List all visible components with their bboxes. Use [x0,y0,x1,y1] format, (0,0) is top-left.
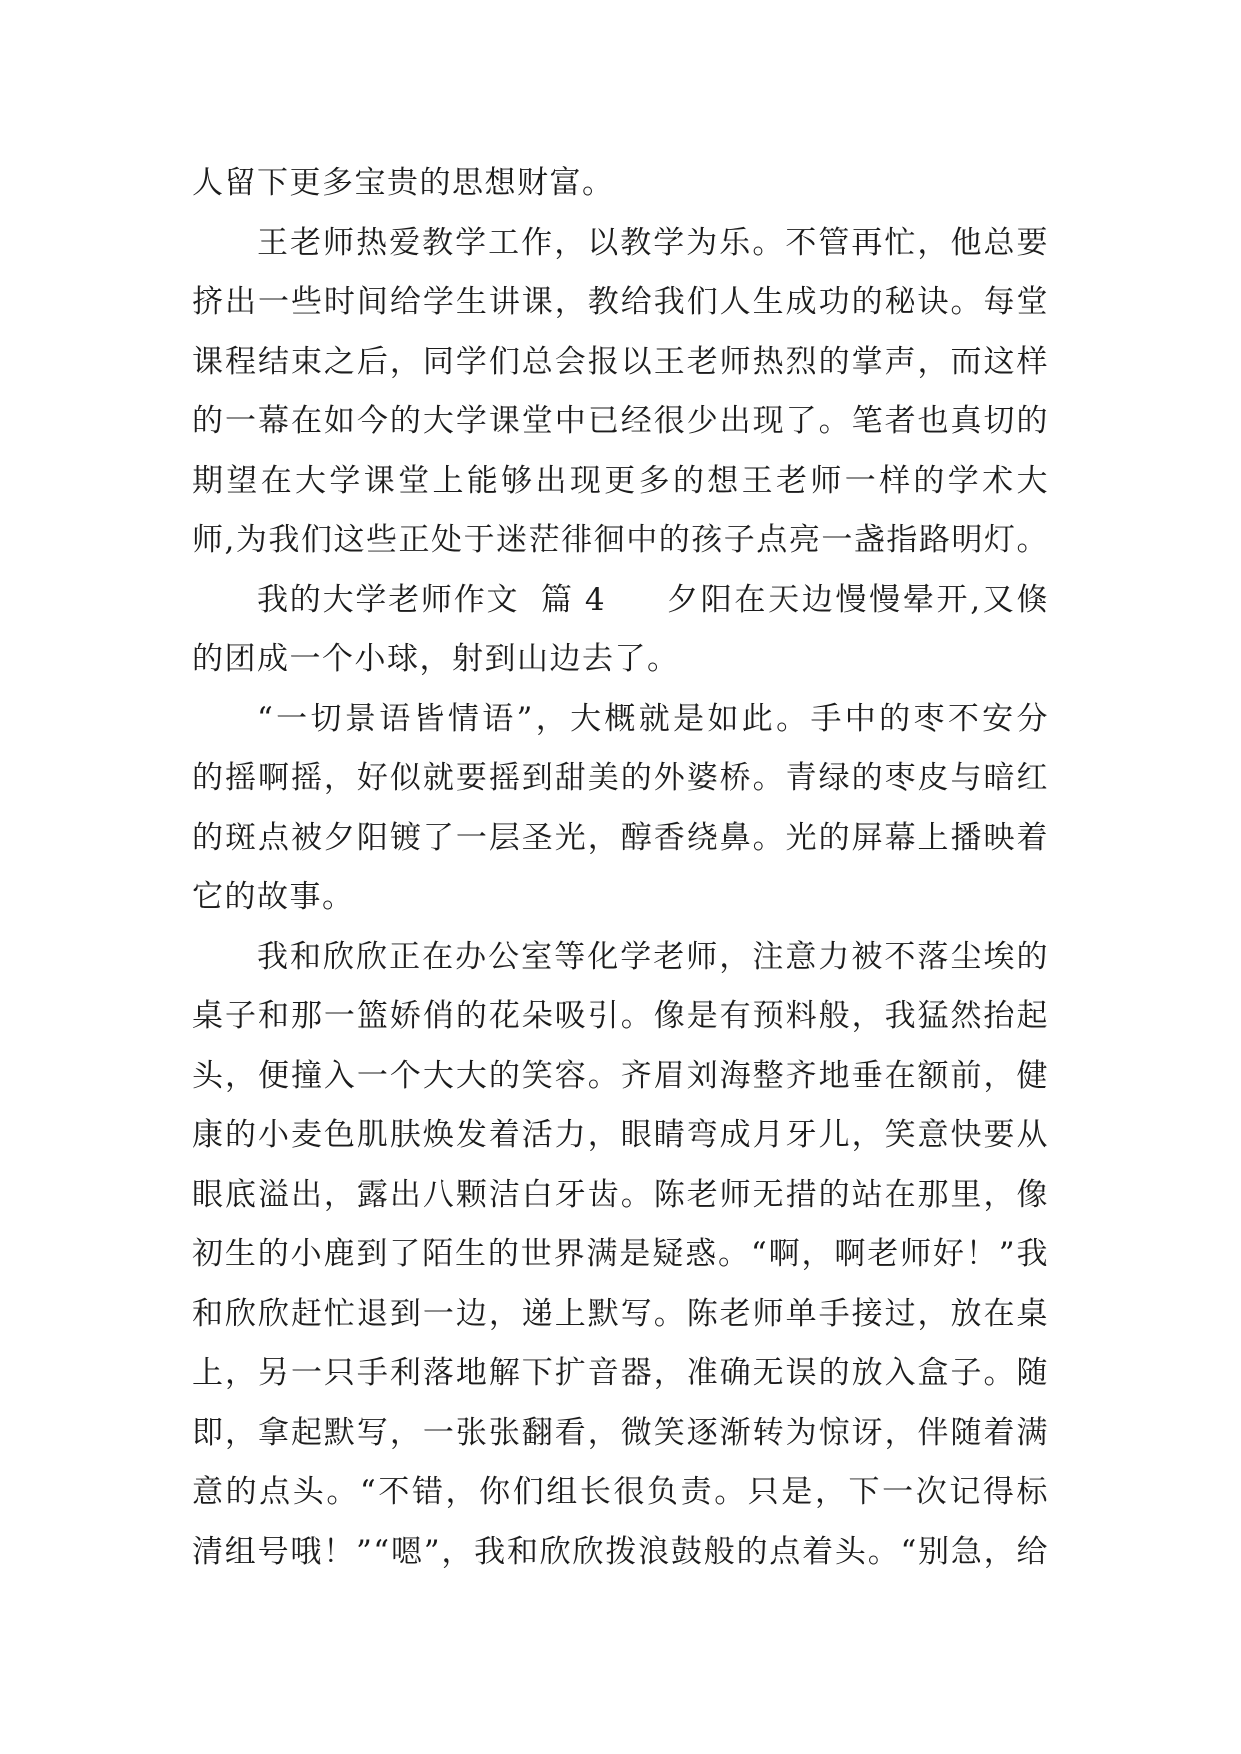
essay-section [192,571,1049,690]
text-line: 桌子和那一篮娇俏的花朵吸引。像是有预料般，我猛然抬起 [192,998,1049,1034]
text-line: 课程结束之后，同学们总会报以王老师热烈的掌声，而这样 [192,343,1049,380]
text-line: 师,为我们这些正处于迷茫徘徊中的孩子点亮一盏指路明灯。 [192,522,1049,558]
text-line: 清组号哦！”“嗯”，我和欣欣拨浪鼓般的点着头。“别急，给 [192,1533,1049,1570]
text-line: 上，另一只手利落地解下扩音器，准确无误的放入盒子。随 [192,1355,1049,1391]
text-line: 即，拿起默写，一张张翻看，微笑逐渐转为惊讶，伴随着满 [192,1414,1049,1451]
text-line: 的一幕在如今的大学课堂中已经很少出现了。笔者也真切的 [192,403,1049,439]
text-line: 期望在大学课堂上能够出现更多的想王老师一样的学术大 [192,462,1049,499]
text-line: 意的点头。“不错，你们组长很负责。只是，下一次记得标 [192,1474,1049,1510]
paragraph-continued [192,154,1049,214]
paragraph-dates [192,690,1049,928]
text-line: 眼底溢出，露出八颗洁白牙齿。陈老师无措的站在那里，像 [192,1176,1049,1213]
document-body [192,154,1049,1582]
text-line: 康的小麦色肌肤焕发着活力，眼睛弯成月牙儿，笑意快要从 [192,1117,1049,1153]
essay-section-number: 篇 4 [541,581,607,618]
text-line: 初生的小鹿到了陌生的世界满是疑惑。“啊，啊老师好！”我 [192,1236,1049,1272]
text-line: “一切景语皆情语”，大概就是如此。手中的枣不安分 [257,700,1049,737]
essay-title: 我的大学老师作文 [257,581,519,618]
text-line: 和欣欣赶忙退到一边，递上默写。陈老师单手接过，放在桌 [192,1295,1049,1332]
paragraph-teacher-chen [192,928,1049,1583]
text-line: 挤出一些时间给学生讲课，教给我们人生成功的秘诀。每堂 [192,284,1049,320]
text-line: 它的故事。 [192,879,355,915]
text-line: 夕阳在天边慢慢晕开,又倏 [667,581,1049,618]
essay-heading-line [192,571,1049,631]
text-line: 的斑点被夕阳镀了一层圣光，醇香绕鼻。光的屏幕上播映着 [192,819,1049,856]
text-line: 的摇啊摇，好似就要摇到甜美的外婆桥。青绿的枣皮与暗红 [192,760,1049,796]
text-line: 我和欣欣正在办公室等化学老师，注意力被不落尘埃的 [257,938,1049,975]
paragraph-teacher-wang [192,214,1049,571]
text-line: 人留下更多宝贵的思想财富。 [192,165,615,201]
text-line: 的团成一个小球，射到山边去了。 [192,641,680,677]
text-line: 王老师热爱教学工作，以教学为乐。不管再忙，他总要 [257,224,1049,261]
text-line: 头，便撞入一个大大的笑容。齐眉刘海整齐地垂在额前，健 [192,1057,1049,1094]
